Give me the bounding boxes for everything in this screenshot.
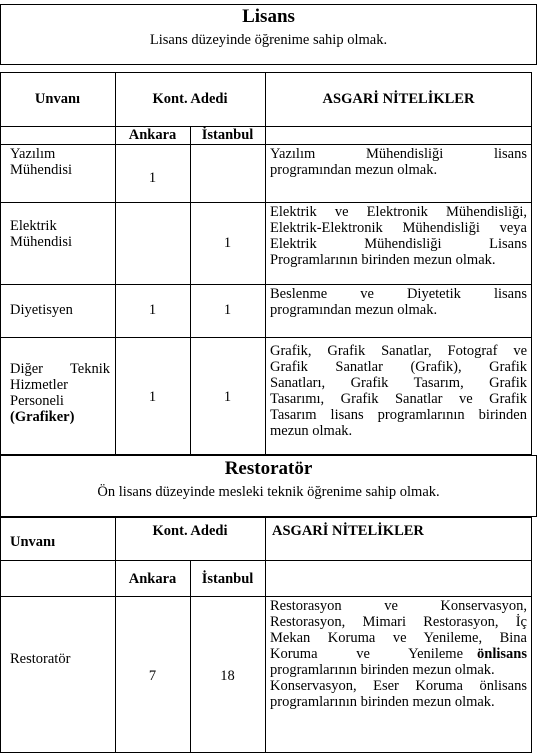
restorator-header-unvan: Unvanı xyxy=(10,534,56,550)
row3-nitelik: Beslenme ve Diyetetik lisans programından mezun olmak. xyxy=(270,286,527,318)
restorator-subtitle: Ön lisans düzeyinde mesleki teknik öğrenime sahip olmak. xyxy=(97,484,440,500)
table-row: Diyetisyen xyxy=(10,302,73,318)
restorator-header-kont: Kont. Adedi xyxy=(152,523,228,539)
lisans-header-unvan: Unvanı xyxy=(34,91,81,107)
restorator-ankara: 7 xyxy=(148,668,157,684)
row1-nitelik: Yazılım Mühendisliği lisans programından mezun olmak. xyxy=(270,146,527,178)
row3-istanbul: 1 xyxy=(223,302,232,318)
row4-ankara: 1 xyxy=(148,389,157,405)
row3-ankara: 1 xyxy=(148,302,157,318)
restorator-title: Restoratör xyxy=(224,458,313,479)
restorator-header-ankara: Ankara xyxy=(128,571,177,587)
lisans-header-ankara: Ankara xyxy=(128,127,177,143)
row4-nitelik: Grafik, Grafik Sanatlar, Fotograf ve Grafik Sanatlar (Grafik), Grafik Sanatları, Grafik Tasarım, Grafik Tasarımı, Grafik Sanatlar ve Grafik Tasarım lisans programlarının birinden mezun olmak. xyxy=(270,343,527,439)
row4-istanbul: 1 xyxy=(223,389,232,405)
lisans-title: Lisans xyxy=(242,6,295,27)
restorator-header-istanbul: İstanbul xyxy=(201,571,254,587)
lisans-header-asgari: ASGARİ NİTELİKLER xyxy=(322,91,475,107)
row2-nitelik: Elektrik ve Elektronik Mühendisliği, Elektrik-Elektronik Mühendisliği veya Elektrik Mühendisliği Lisans Programlarının birinden mezun olmak. xyxy=(270,204,527,268)
restorator-nitelik: Restorasyon ve Konservasyon, Restorasyon, Mimari Restorasyon, İç Mekan Koruma ve Yenileme, Bina Koruma ve Yenileme önlisans programlarının birinden mezun olmak. Konservasyon, Eser Koruma önlisans programlarının birinden mezun olmak. xyxy=(270,598,527,710)
row1-ankara: 1 xyxy=(148,170,157,186)
table-row: Elektrik Mühendisi xyxy=(10,218,73,250)
row2-istanbul: 1 xyxy=(223,235,232,251)
lisans-header-kont: Kont. Adedi xyxy=(152,91,228,107)
table-row: Restoratör xyxy=(10,651,71,667)
restorator-istanbul: 18 xyxy=(220,668,235,684)
table-row: Yazılım Mühendisi xyxy=(10,146,73,178)
lisans-header-istanbul: İstanbul xyxy=(201,127,254,143)
table-row: Diğer Teknik Hizmetler Personeli (Grafiker) xyxy=(10,361,110,425)
lisans-subtitle: Lisans düzeyinde öğrenime sahip olmak. xyxy=(149,32,388,48)
restorator-header-asgari: ASGARİ NİTELİKLER xyxy=(272,523,424,539)
